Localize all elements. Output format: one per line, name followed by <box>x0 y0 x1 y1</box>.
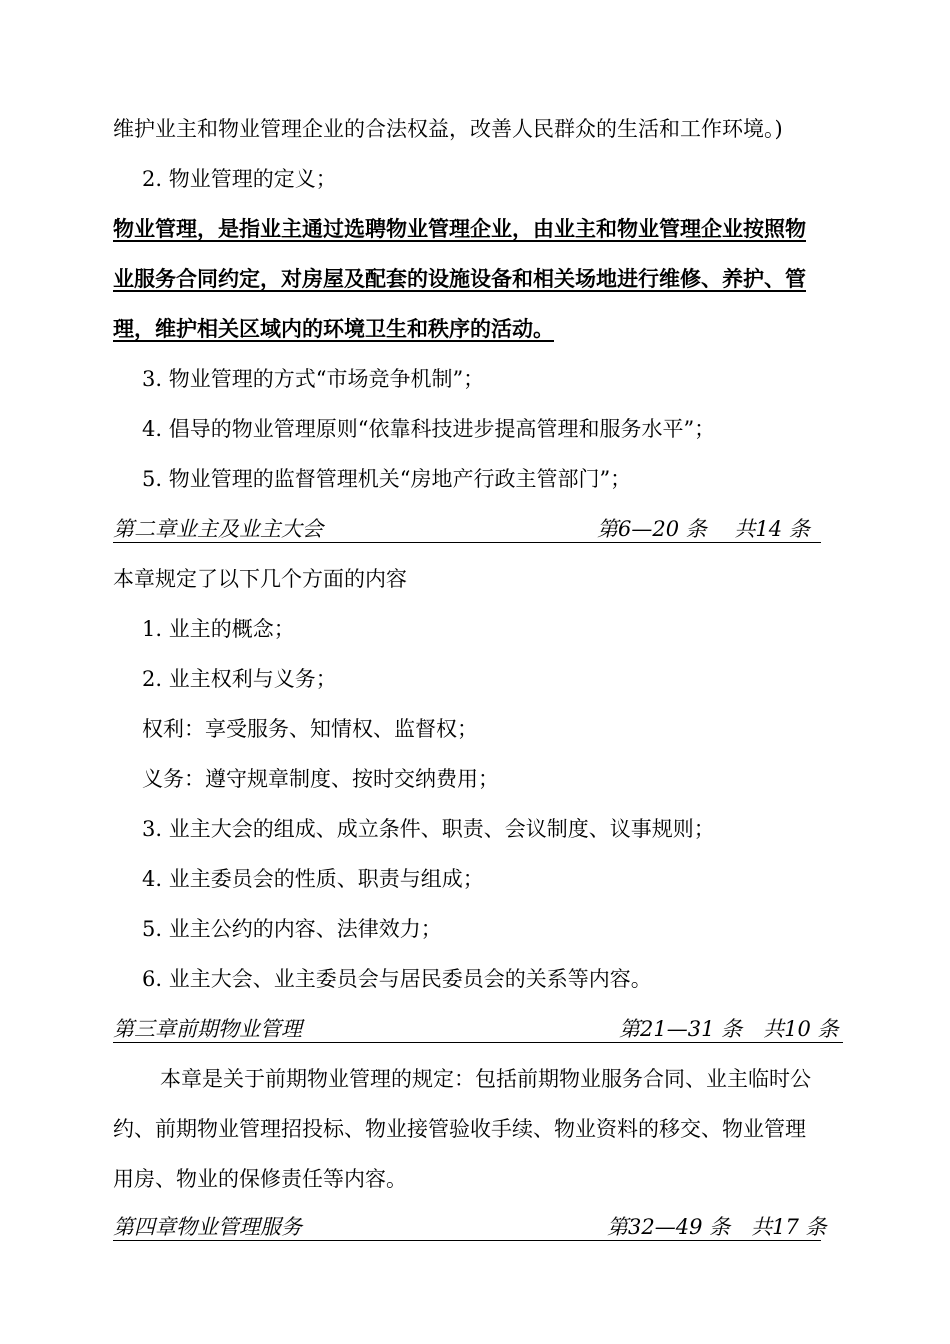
chapter-intro: 本章规定了以下几个方面的内容 <box>113 567 407 591</box>
definition-line-3: 理，维护相关区域内的环境卫生和秩序的活动。 <box>113 316 554 341</box>
list-item: 3. 业主大会的组成、成立条件、职责、会议制度、议事规则； <box>142 817 715 841</box>
chapter-title: 第二章业主及业主大会 <box>113 517 323 541</box>
chapter-title: 第四章物业管理服务 <box>113 1215 302 1239</box>
item-method: 3. 物业管理的方式“市场竞争机制”； <box>142 367 485 391</box>
chapter-article-range: 第21—31 条 共10 条 <box>619 1017 839 1041</box>
chapter-heading-4 <box>113 1212 827 1241</box>
list-item: 权利：享受服务、知情权、监督权； <box>142 717 478 741</box>
chapter-title: 第三章前期物业管理 <box>113 1017 302 1041</box>
chapter-article-range: 第32—49 条 共17 条 <box>607 1215 827 1239</box>
paragraph-purpose: 维护业主和物业管理企业的合法权益，改善人民群众的生活和工作环境。) <box>113 117 783 141</box>
item-principle: 4. 倡导的物业管理原则“依靠科技进步提高管理和服务水平”； <box>142 417 716 441</box>
chapter-heading-2 <box>113 514 821 543</box>
list-item: 5. 业主公约的内容、法律效力； <box>142 917 442 941</box>
list-item: 4. 业主委员会的性质、职责与组成； <box>142 867 484 891</box>
list-item: 2. 业主权利与义务； <box>142 667 337 691</box>
definition-line-1: 物业管理，是指业主通过选聘物业管理企业，由业主和物业管理企业按照物 <box>113 216 806 241</box>
chapter-body-line-3: 用房、物业的保修责任等内容。 <box>113 1167 407 1191</box>
list-item: 6. 业主大会、业主委员会与居民委员会的关系等内容。 <box>142 967 652 991</box>
list-item: 1. 业主的概念； <box>142 617 295 641</box>
item-supervision: 5. 物业管理的监督管理机关“房地产行政主管部门”； <box>142 467 632 491</box>
list-item: 义务：遵守规章制度、按时交纳费用； <box>142 767 499 791</box>
item-definition-heading: 2. 物业管理的定义； <box>142 167 337 191</box>
chapter-heading-3 <box>113 1014 843 1043</box>
chapter-article-range: 第6—20 条 共14 条 <box>597 517 810 541</box>
definition-line-2: 业服务合同约定，对房屋及配套的设施设备和相关场地进行维修、养护、管 <box>113 266 806 291</box>
chapter-body-line-2: 约、前期物业管理招投标、物业接管验收手续、物业资料的移交、物业管理 <box>113 1117 806 1141</box>
chapter-body-line-1: 本章是关于前期物业管理的规定：包括前期物业服务合同、业主临时公 <box>160 1067 811 1091</box>
